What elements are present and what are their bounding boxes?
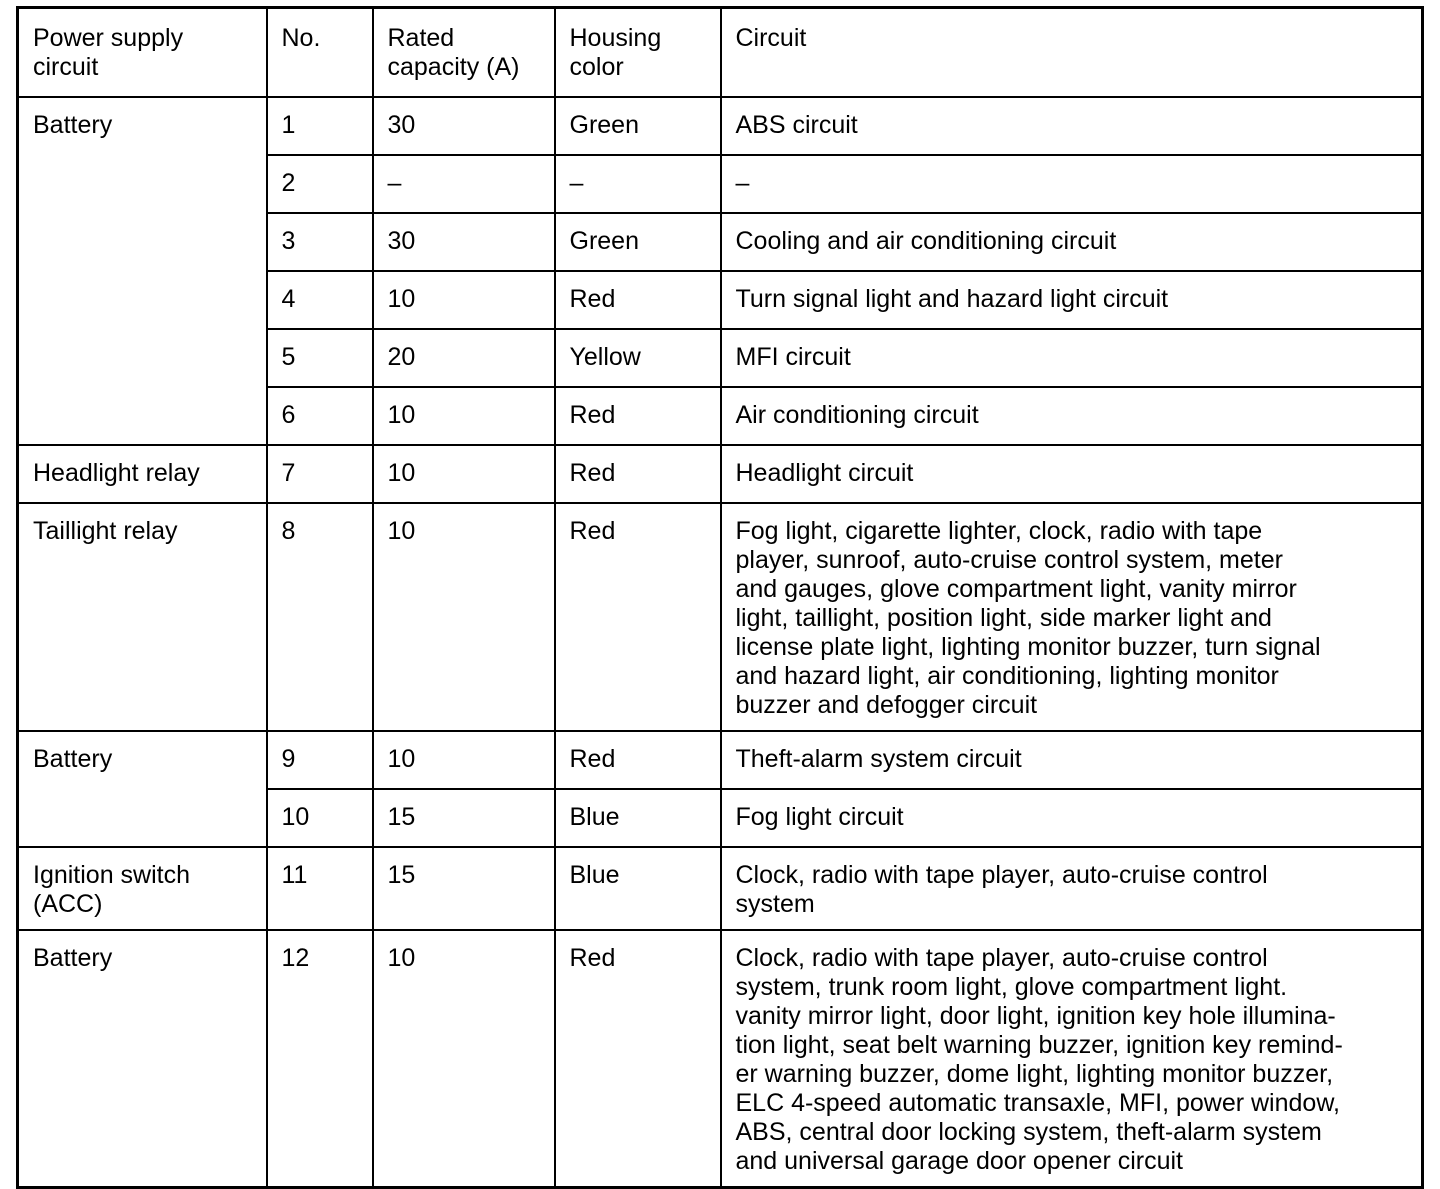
housing-color: Red xyxy=(555,387,721,445)
header-housing-color: Housing color xyxy=(555,8,721,98)
circuit-description: ABS circuit xyxy=(721,97,1423,155)
housing-color: Red xyxy=(555,503,721,731)
fuse-number: 1 xyxy=(267,97,373,155)
circuit-description: Fog light, cigarette lighter, clock, radio with tape player, sunroof, auto-cruise control system, meter and gauges, glove compartment light, vanity mirror light, taillight, position light, side marker light and license plate light, lighting monitor buzzer, turn signal and hazard light, air conditioning, lighting monitor buzzer and defogger circuit xyxy=(721,503,1423,731)
rated-capacity: 15 xyxy=(373,789,555,847)
fuse-number: 7 xyxy=(267,445,373,503)
housing-color: – xyxy=(555,155,721,213)
rated-capacity: 30 xyxy=(373,97,555,155)
circuit-description: MFI circuit xyxy=(721,329,1423,387)
header-rated-capacity: Rated capacity (A) xyxy=(373,8,555,98)
fuse-number: 5 xyxy=(267,329,373,387)
table-row xyxy=(18,930,1423,1188)
circuit-description: Clock, radio with tape player, auto-cruise control system xyxy=(721,847,1423,930)
table-row xyxy=(18,97,1423,155)
power-supply-cell: Battery xyxy=(18,930,267,1188)
housing-color: Red xyxy=(555,930,721,1188)
header-power-supply: Power supply circuit xyxy=(18,8,267,98)
circuit-description: Turn signal light and hazard light circuit xyxy=(721,271,1423,329)
circuit-description: Air conditioning circuit xyxy=(721,387,1423,445)
fuse-number: 6 xyxy=(267,387,373,445)
table-row xyxy=(18,503,1423,731)
fuse-table xyxy=(16,6,1424,1189)
circuit-description: Theft-alarm system circuit xyxy=(721,731,1423,789)
header-no: No. xyxy=(267,8,373,98)
rated-capacity: 10 xyxy=(373,445,555,503)
rated-capacity: 15 xyxy=(373,847,555,930)
power-supply-cell: Ignition switch (ACC) xyxy=(18,847,267,930)
fuse-number: 2 xyxy=(267,155,373,213)
table-row xyxy=(18,731,1423,789)
rated-capacity: 10 xyxy=(373,731,555,789)
rated-capacity: 10 xyxy=(373,271,555,329)
circuit-description: – xyxy=(721,155,1423,213)
fuse-number: 10 xyxy=(267,789,373,847)
power-supply-cell: Headlight relay xyxy=(18,445,267,503)
rated-capacity: 10 xyxy=(373,930,555,1188)
circuit-description: Fog light circuit xyxy=(721,789,1423,847)
circuit-description: Cooling and air conditioning circuit xyxy=(721,213,1423,271)
rated-capacity: 20 xyxy=(373,329,555,387)
housing-color: Blue xyxy=(555,789,721,847)
housing-color: Red xyxy=(555,445,721,503)
housing-color: Green xyxy=(555,213,721,271)
circuit-description: Headlight circuit xyxy=(721,445,1423,503)
power-supply-cell: Battery xyxy=(18,97,267,445)
fuse-number: 11 xyxy=(267,847,373,930)
power-supply-cell: Battery xyxy=(18,731,267,847)
table-header-row xyxy=(18,8,1423,98)
power-supply-cell: Taillight relay xyxy=(18,503,267,731)
header-circuit: Circuit xyxy=(721,8,1423,98)
housing-color: Green xyxy=(555,97,721,155)
fuse-number: 4 xyxy=(267,271,373,329)
housing-color: Blue xyxy=(555,847,721,930)
rated-capacity: – xyxy=(373,155,555,213)
circuit-description: Clock, radio with tape player, auto-cruise control system, trunk room light, glove compartment light. vanity mirror light, door light, ignition key hole illumina- tion light, seat belt warning buzzer, ignition key remind- er warning buzzer, dome light, lighting monitor buzzer, ELC 4-speed automatic transaxle, MFI, power window, ABS, central door locking system, theft-alarm system and universal garage door opener circuit xyxy=(721,930,1423,1188)
housing-color: Yellow xyxy=(555,329,721,387)
table-row xyxy=(18,847,1423,930)
housing-color: Red xyxy=(555,731,721,789)
rated-capacity: 10 xyxy=(373,503,555,731)
fuse-number: 8 xyxy=(267,503,373,731)
rated-capacity: 10 xyxy=(373,387,555,445)
fuse-number: 12 xyxy=(267,930,373,1188)
table-row xyxy=(18,445,1423,503)
rated-capacity: 30 xyxy=(373,213,555,271)
fuse-number: 3 xyxy=(267,213,373,271)
fuse-number: 9 xyxy=(267,731,373,789)
housing-color: Red xyxy=(555,271,721,329)
